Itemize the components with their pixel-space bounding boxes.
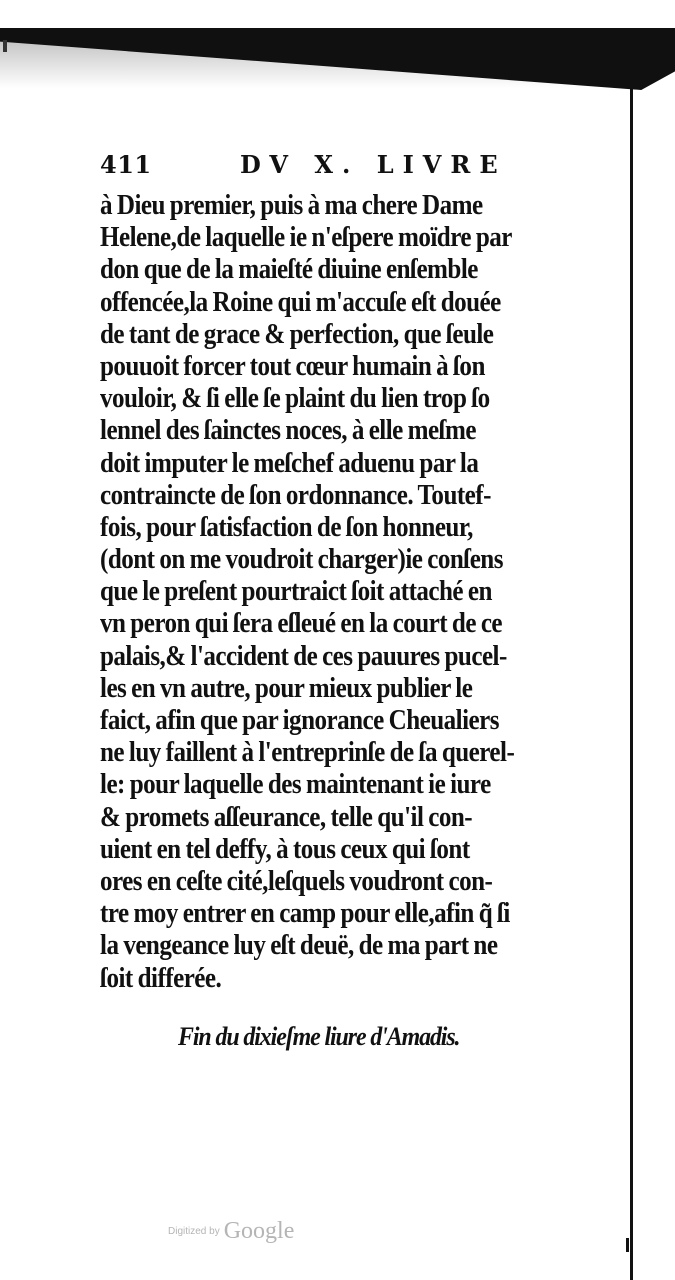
text-line: de tant de grace & perfection, que ſeule xyxy=(100,318,494,350)
text-line: tre moy entrer en camp pour elle,afin q̃ ſi xyxy=(100,898,510,930)
text-line: offencée,la Roine qui m'accuſe eſt douée xyxy=(100,286,501,318)
watermark-prefix: Digitized by xyxy=(168,1226,220,1237)
text-line: faict, afin que par ignorance Cheualiers xyxy=(100,705,499,736)
text-line: le: pour laquelle des maintenant ie iure xyxy=(100,769,491,801)
text-line: fois, pour ſatisfaction de ſon honneur, xyxy=(100,511,473,543)
page-number: 411 xyxy=(100,150,152,179)
scan-artifact xyxy=(626,1238,629,1252)
body-text xyxy=(100,190,595,995)
text-line: contraincte de ſon ordonnance. Toutef- xyxy=(100,479,491,511)
explicit-colophon: Fin du dixieſme liure d'Amadis. xyxy=(178,1022,460,1051)
text-line: pouuoit forcer tout cœur humain à ſon xyxy=(100,350,485,382)
text-line: palais,& l'accident de ces pauures pucel- xyxy=(100,640,507,672)
text-line: & promets aſſeurance, telle qu'il con- xyxy=(100,801,473,833)
text-line: vn peron qui ſera eſleué en la court de ce xyxy=(100,608,503,640)
running-header xyxy=(100,150,580,190)
text-line: à Dieu premier, puis à ma chere Dame xyxy=(100,190,483,221)
text-line: lennel des ſainctes noces, à elle meſme xyxy=(100,415,477,447)
text-line: vouloir, & ſi elle ſe plaint du lien trop ſo xyxy=(100,383,490,415)
text-line: que le preſent pourtraict ſoit attaché en xyxy=(100,576,492,608)
text-line: les en vn autre, pour mieux publier le xyxy=(100,672,473,704)
scan-artifact xyxy=(3,40,7,52)
text-line: ne luy faillent à l'entreprinſe de ſa querel- xyxy=(100,737,515,769)
text-line: don que de la maieſté diuine enſemble xyxy=(100,254,478,286)
header-title: DV X. LIVRE xyxy=(240,150,507,179)
google-logo: Google xyxy=(223,1218,295,1244)
text-line: uient en tel deffy, à tous ceux qui ſont xyxy=(100,833,470,865)
text-line: doit imputer le meſchef aduenu par la xyxy=(100,447,479,479)
text-line: (dont on me voudroit charger)ie conſens xyxy=(100,544,503,576)
text-line: la vengeance luy eſt deuë, de ma part ne xyxy=(100,930,498,962)
text-line: ores en ceſte cité,leſquels voudront con- xyxy=(100,865,493,897)
text-line: ſoit differée. xyxy=(100,962,222,994)
text-line: Helene,de laquelle ie n'eſpere moïdre par xyxy=(100,222,512,254)
digitized-watermark xyxy=(168,1218,294,1245)
